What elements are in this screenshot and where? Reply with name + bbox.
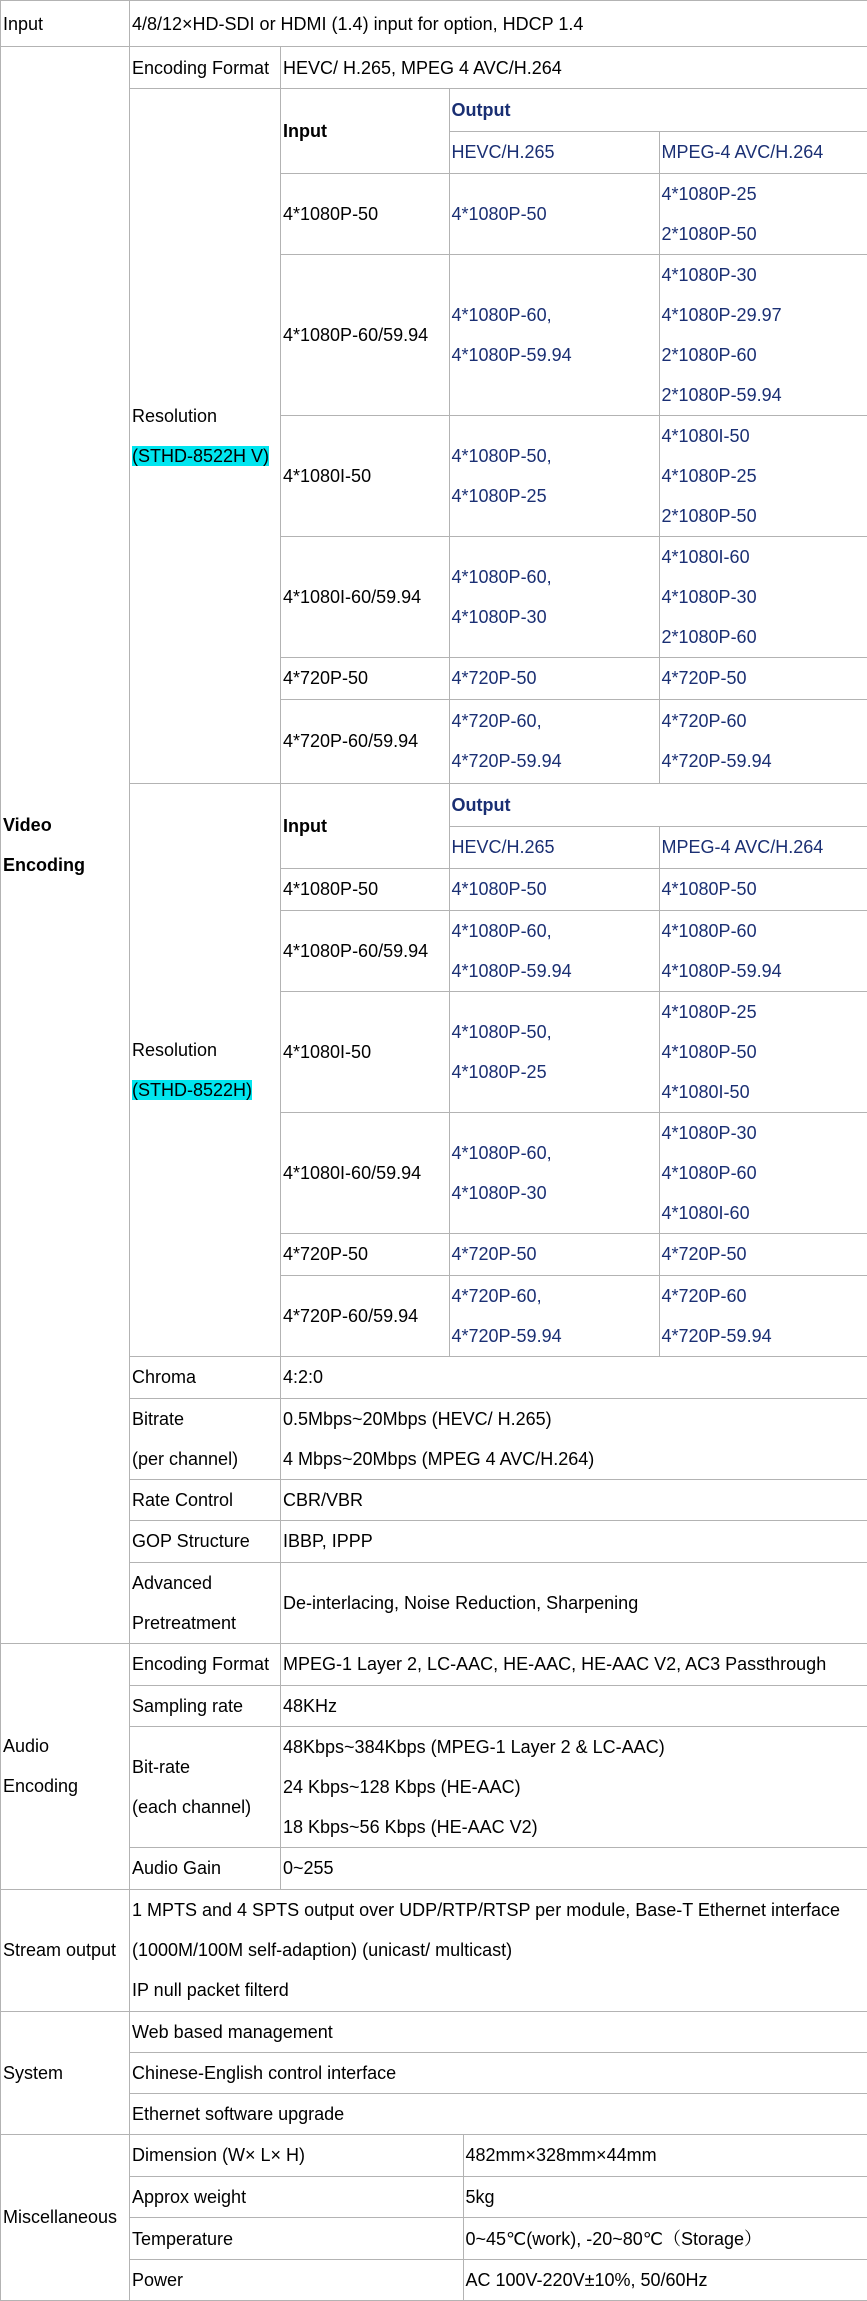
table-row — [130, 2260, 867, 2301]
misc-cell — [130, 2134, 867, 2301]
cell-mpeg: 4*720P-50 — [659, 657, 867, 699]
audio-bitrate-label: Bit-rate (each channel) — [130, 1726, 281, 1847]
cell-mpeg: 4*720P-60 4*720P-59.94 — [659, 699, 867, 783]
pretreatment-label: Advanced Pretreatment — [130, 1562, 281, 1643]
system-label: System — [1, 2011, 130, 2134]
resolution-h-row — [1, 784, 867, 1357]
cell-hevc: 4*720P-60, 4*720P-59.94 — [449, 1275, 659, 1356]
model-highlight-v: (STHD-8522H V) — [132, 446, 269, 466]
cell-input: 4*1080P-50 — [281, 173, 449, 254]
cell-hevc: 4*1080P-50 — [449, 173, 659, 254]
sampling-value: 48KHz — [281, 1685, 867, 1726]
chroma-label: Chroma — [130, 1356, 281, 1398]
col-mpeg: MPEG-4 AVC/H.264 — [659, 131, 867, 173]
audio-format-value: MPEG-1 Layer 2, LC-AAC, HE-AAC, HE-AAC V2, AC3 Passthrough — [281, 1643, 867, 1685]
chroma-value: 4:2:0 — [281, 1356, 867, 1398]
cell-input: 4*1080P-60/59.94 — [281, 910, 449, 991]
head-output: Output — [449, 89, 867, 131]
video-encoding-label: Video Encoding — [1, 47, 130, 1644]
misc-key: Approx weight — [130, 2177, 463, 2218]
cell-input: 4*720P-50 — [281, 1233, 449, 1275]
video-format-row — [1, 47, 867, 89]
misc-key: Temperature — [130, 2218, 463, 2260]
table-row — [281, 991, 867, 1112]
cell-hevc: 4*720P-50 — [449, 1233, 659, 1275]
cell-input: 4*1080P-60/59.94 — [281, 254, 449, 415]
resolution-v-label: Resolution (STHD-8522H V) — [130, 89, 281, 784]
audio-bitrate-row — [1, 1726, 867, 1847]
resolution-h-label: Resolution (STHD-8522H) — [130, 784, 281, 1357]
rate-control-row — [1, 1479, 867, 1520]
cell-mpeg: 4*1080P-60 4*1080P-59.94 — [659, 910, 867, 991]
cell-input: 4*1080I-60/59.94 — [281, 536, 449, 657]
cell-hevc: 4*1080P-50, 4*1080P-25 — [449, 415, 659, 536]
stream-row — [1, 1889, 867, 2011]
audio-format-row — [1, 1643, 867, 1685]
system-line: Chinese-English control interface — [130, 2052, 867, 2093]
input-value: 4/8/12×HD-SDI or HDMI (1.4) input for option, HDCP 1.4 — [130, 1, 867, 47]
cell-input: 4*720P-60/59.94 — [281, 699, 449, 783]
gain-row — [1, 1847, 867, 1889]
cell-input: 4*1080I-50 — [281, 415, 449, 536]
sampling-row — [1, 1685, 867, 1726]
stream-label: Stream output — [1, 1889, 130, 2011]
cell-mpeg: 4*720P-60 4*720P-59.94 — [659, 1275, 867, 1356]
table-row — [281, 254, 867, 415]
table-row — [281, 415, 867, 536]
system-row — [1, 2011, 867, 2052]
cell-mpeg: 4*1080P-30 4*1080P-29.97 2*1080P-60 2*1080P-59.94 — [659, 254, 867, 415]
audio-format-label: Encoding Format — [130, 1643, 281, 1685]
cell-mpeg: 4*1080I-60 4*1080P-30 2*1080P-60 — [659, 536, 867, 657]
gain-label: Audio Gain — [130, 1847, 281, 1889]
model-highlight-h: (STHD-8522H) — [132, 1080, 252, 1100]
bitrate-value: 0.5Mbps~20Mbps (HEVC/ H.265) 4 Mbps~20Mbps (MPEG 4 AVC/H.264) — [281, 1398, 867, 1479]
resolution-v-row — [1, 89, 867, 784]
system-line: Ethernet software upgrade — [130, 2093, 867, 2134]
head-input: Input — [281, 89, 449, 173]
table-row — [281, 699, 867, 783]
cell-mpeg: 4*1080P-25 4*1080P-50 4*1080I-50 — [659, 991, 867, 1112]
table-row — [281, 868, 867, 910]
resolution-h-cell — [281, 784, 867, 1357]
input-label: Input — [1, 1, 130, 47]
col-mpeg: MPEG-4 AVC/H.264 — [659, 826, 867, 868]
system-line: Web based management — [130, 2011, 867, 2052]
table-row — [281, 1275, 867, 1356]
cell-hevc: 4*1080P-60, 4*1080P-30 — [449, 536, 659, 657]
table-row — [281, 536, 867, 657]
cell-input: 4*720P-50 — [281, 657, 449, 699]
table-row — [130, 2218, 867, 2260]
input-row — [1, 1, 867, 47]
misc-value: AC 100V-220V±10%, 50/60Hz — [463, 2260, 867, 2301]
rate-control-label: Rate Control — [130, 1479, 281, 1520]
stream-value: 1 MPTS and 4 SPTS output over UDP/RTP/RTSP per module, Base-T Ethernet interface (1000M/100M self-adaption) (unicast/ multicast) IP null packet filterd — [130, 1889, 867, 2011]
cell-hevc: 4*1080P-60, 4*1080P-30 — [449, 1112, 659, 1233]
pretreatment-value: De-interlacing, Noise Reduction, Sharpening — [281, 1562, 867, 1643]
bitrate-label: Bitrate (per channel) — [130, 1398, 281, 1479]
misc-value: 5kg — [463, 2177, 867, 2218]
table-row — [281, 1233, 867, 1275]
video-format-value: HEVC/ H.265, MPEG 4 AVC/H.264 — [281, 47, 867, 89]
cell-input: 4*1080I-50 — [281, 991, 449, 1112]
col-hevc: HEVC/H.265 — [449, 131, 659, 173]
sampling-label: Sampling rate — [130, 1685, 281, 1726]
cell-mpeg: 4*1080P-30 4*1080P-60 4*1080I-60 — [659, 1112, 867, 1233]
resolution-v-cell — [281, 89, 867, 784]
misc-key: Dimension (W× L× H) — [130, 2135, 463, 2177]
system-row — [1, 2052, 867, 2093]
misc-key: Power — [130, 2260, 463, 2301]
cell-input: 4*1080P-50 — [281, 868, 449, 910]
cell-mpeg: 4*1080I-50 4*1080P-25 2*1080P-50 — [659, 415, 867, 536]
cell-hevc: 4*1080P-60, 4*1080P-59.94 — [449, 254, 659, 415]
cell-mpeg: 4*1080P-25 2*1080P-50 — [659, 173, 867, 254]
misc-value: 0~45℃(work), -20~80℃（Storage） — [463, 2218, 867, 2260]
table-row — [281, 657, 867, 699]
audio-encoding-label: Audio Encoding — [1, 1643, 130, 1889]
bitrate-row — [1, 1398, 867, 1479]
system-row — [1, 2093, 867, 2134]
gain-value: 0~255 — [281, 1847, 867, 1889]
cell-hevc: 4*720P-60, 4*720P-59.94 — [449, 699, 659, 783]
cell-hevc: 4*1080P-50, 4*1080P-25 — [449, 991, 659, 1112]
table-row — [130, 2177, 867, 2218]
gop-row — [1, 1520, 867, 1562]
table-row — [281, 910, 867, 991]
cell-hevc: 4*1080P-60, 4*1080P-59.94 — [449, 910, 659, 991]
chroma-row — [1, 1356, 867, 1398]
table-row — [281, 1112, 867, 1233]
cell-mpeg: 4*1080P-50 — [659, 868, 867, 910]
misc-label: Miscellaneous — [1, 2134, 130, 2301]
audio-bitrate-value: 48Kbps~384Kbps (MPEG-1 Layer 2 & LC-AAC) 24 Kbps~128 Kbps (HE-AAC) 18 Kbps~56 Kbps (HE-AAC V2) — [281, 1726, 867, 1847]
resolution-h-table — [281, 784, 867, 1356]
head-output: Output — [449, 784, 867, 826]
gop-label: GOP Structure — [130, 1520, 281, 1562]
pretreatment-row — [1, 1562, 867, 1643]
gop-value: IBBP, IPPP — [281, 1520, 867, 1562]
cell-hevc: 4*1080P-50 — [449, 868, 659, 910]
cell-hevc: 4*720P-50 — [449, 657, 659, 699]
cell-mpeg: 4*720P-50 — [659, 1233, 867, 1275]
table-row — [130, 2135, 867, 2177]
table-row — [281, 173, 867, 254]
misc-value: 482mm×328mm×44mm — [463, 2135, 867, 2177]
video-format-label: Encoding Format — [130, 47, 281, 89]
col-hevc: HEVC/H.265 — [449, 826, 659, 868]
rate-control-value: CBR/VBR — [281, 1479, 867, 1520]
misc-table — [130, 2135, 867, 2301]
resolution-v-table — [281, 89, 867, 783]
misc-row — [1, 2134, 867, 2301]
head-input: Input — [281, 784, 449, 868]
cell-input: 4*720P-60/59.94 — [281, 1275, 449, 1356]
cell-input: 4*1080I-60/59.94 — [281, 1112, 449, 1233]
